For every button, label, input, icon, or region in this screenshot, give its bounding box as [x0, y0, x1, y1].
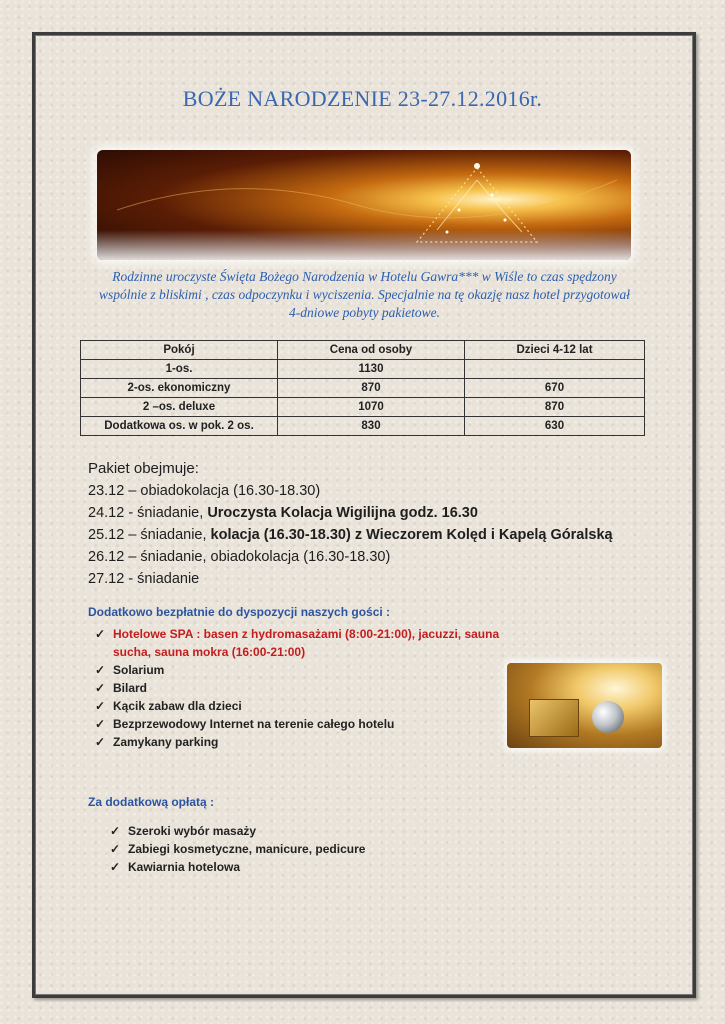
checkmark-icon: ✓	[95, 717, 106, 731]
package-day-text: 25.12 – śniadanie,	[88, 527, 211, 543]
table-cell: 2 –os. deluxe	[81, 398, 278, 417]
table-header-cell: Dzieci 4-12 lat	[465, 341, 645, 360]
checkmark-icon: ✓	[95, 627, 106, 641]
list-item-text: Bilard	[113, 681, 148, 695]
intro-paragraph: Rodzinne uroczyste Święta Bożego Narodzenia w Hotelu Gawra*** w Wiśle to czas spędzony wspólnie z bliskimi , czas odpoczynku i wyciszenia. Specjalnie na tę okazję nasz hotel przygotował 4-dniowe pobyty pakietowe.	[99, 269, 630, 320]
list-item-text: Hotelowe SPA : basen z hydromasażami (8:00-21:00), jacuzzi, sauna sucha, sauna mokra (16:00-21:00)	[113, 627, 500, 659]
table-row	[81, 417, 645, 436]
list-item	[110, 822, 560, 840]
list-item	[110, 840, 560, 858]
package-day-line: 27.12 - śniadanie	[88, 571, 200, 587]
page-title: BOŻE NARODZENIE 23-27.12.2016r.	[182, 86, 543, 111]
list-item-text: Szeroki wybór masaży	[128, 824, 257, 838]
table-row	[81, 379, 645, 398]
banner-snow-overlay	[97, 230, 631, 260]
table-header-row	[81, 341, 645, 360]
package-section	[88, 458, 648, 590]
table-cell: 870	[278, 379, 465, 398]
free-extras-heading: Dodatkowo bezpłatnie do dyspozycji naszych gości :	[88, 605, 391, 619]
list-item	[110, 858, 560, 876]
checkmark-icon: ✓	[110, 860, 121, 874]
package-day-line: 26.12 – śniadanie, obiadokolacja (16.30-18.30)	[88, 549, 391, 565]
package-day-line: 23.12 – obiadokolacja (16.30-18.30)	[88, 483, 321, 499]
list-item	[95, 625, 533, 661]
checkmark-icon: ✓	[95, 663, 106, 677]
table-row	[81, 398, 645, 417]
bauble-shape	[592, 701, 624, 733]
checkmark-icon: ✓	[110, 842, 121, 856]
price-table	[80, 340, 645, 436]
package-day-highlight: kolacja (16.30-18.30) z Wieczorem Kolęd i Kapelą Góralską	[210, 527, 613, 543]
gift-box-shape	[529, 699, 579, 737]
checkmark-icon: ✓	[95, 699, 106, 713]
checkmark-icon: ✓	[95, 681, 106, 695]
package-day-line	[88, 502, 648, 524]
checkmark-icon: ✓	[110, 824, 121, 838]
table-header-cell: Cena od osoby	[278, 341, 465, 360]
table-cell: 1070	[278, 398, 465, 417]
table-cell: 1-os.	[81, 360, 278, 379]
table-header-cell: Pokój	[81, 341, 278, 360]
gift-decoration-image	[507, 663, 662, 748]
table-row	[81, 360, 645, 379]
list-item-text: Zabiegi kosmetyczne, manicure, pedicure	[128, 842, 366, 856]
paid-extras-heading: Za dodatkową opłatą :	[88, 795, 215, 809]
list-item-text: Solarium	[113, 663, 165, 677]
table-cell: 2-os. ekonomiczny	[81, 379, 278, 398]
list-item-text: Kącik zabaw dla dzieci	[113, 699, 242, 713]
table-cell: 670	[465, 379, 645, 398]
package-day-highlight: Uroczysta Kolacja Wigilijna godz. 16.30	[207, 505, 478, 521]
table-cell: 1130	[278, 360, 465, 379]
checkmark-icon: ✓	[95, 735, 106, 749]
package-heading: Pakiet obejmuje:	[88, 460, 199, 477]
paid-extras-list	[110, 822, 560, 876]
table-cell: 830	[278, 417, 465, 436]
list-item-text: Kawiarnia hotelowa	[128, 860, 241, 874]
package-day-text: 24.12 - śniadanie,	[88, 505, 208, 521]
table-cell: Dodatkowa os. w pok. 2 os.	[81, 417, 278, 436]
list-item-text: Bezprzewodowy Internet na terenie całego hotelu	[113, 717, 395, 731]
table-cell: 870	[465, 398, 645, 417]
list-item-text: Zamykany parking	[113, 735, 219, 749]
table-cell	[465, 360, 645, 379]
table-cell: 630	[465, 417, 645, 436]
package-day-line	[88, 524, 648, 546]
christmas-banner-image	[97, 150, 631, 260]
